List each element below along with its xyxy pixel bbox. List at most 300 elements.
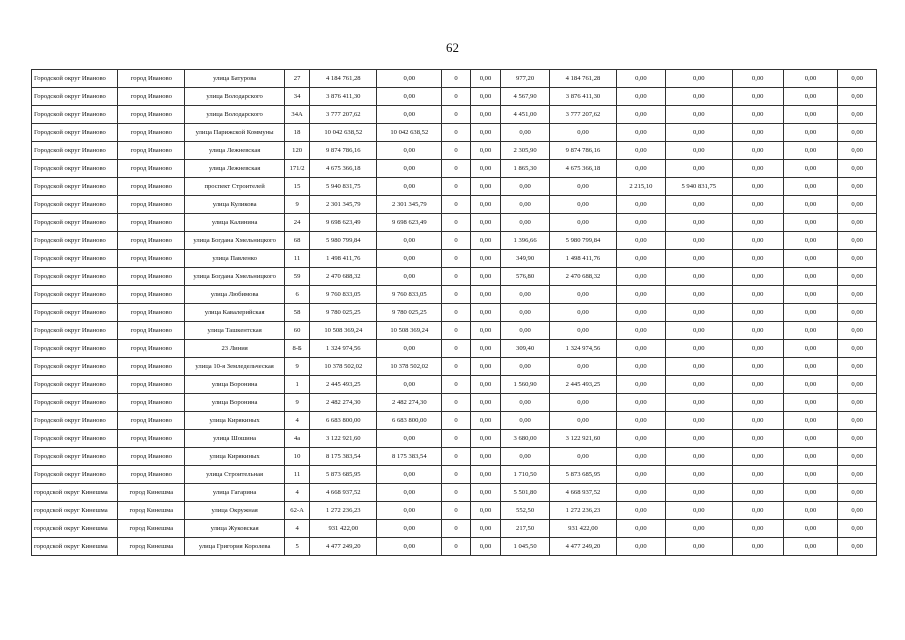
cell-cost-col-9: 0,00: [732, 286, 783, 304]
cell-cost-col-10: 0,00: [783, 232, 838, 250]
cell-house-number: 4: [284, 412, 309, 430]
cell-cost-col-6: 0,00: [549, 214, 616, 232]
cell-cost-col-9: 0,00: [732, 268, 783, 286]
cell-cost-col-10: 0,00: [783, 358, 838, 376]
cell-cost-col-10: 0,00: [783, 88, 838, 106]
cell-area-col: 5 501,80: [501, 484, 550, 502]
cell-cost-col-4: 0,00: [470, 466, 500, 484]
cell-street: улица Кавалерийская: [185, 304, 285, 322]
cell-settlement: город Иваново: [118, 160, 185, 178]
cell-cost-col-8: 0,00: [665, 88, 732, 106]
cell-street: улица Парижской Коммуны: [185, 124, 285, 142]
cell-settlement: город Иваново: [118, 70, 185, 88]
cell-municipality: Городской округ Иваново: [32, 232, 118, 250]
cell-cost-col-8: 0,00: [665, 502, 732, 520]
cell-cost-col-6: 4 675 366,18: [549, 160, 616, 178]
cell-cost-col-4: 0,00: [470, 286, 500, 304]
cell-count-col: 0: [442, 214, 470, 232]
cell-count-col: 0: [442, 538, 470, 556]
cell-cost-col-2: 0,00: [377, 70, 442, 88]
cell-cost-col-9: 0,00: [732, 340, 783, 358]
cell-area-col-2: 0,00: [617, 142, 666, 160]
cell-cost-col-8: 0,00: [665, 142, 732, 160]
cell-cost-col-9: 0,00: [732, 358, 783, 376]
cell-house-number: 6: [284, 286, 309, 304]
cell-count-col: 0: [442, 286, 470, 304]
cell-cost-col-4: 0,00: [470, 160, 500, 178]
cell-house-number: 9: [284, 196, 309, 214]
cell-cost-col-2: 0,00: [377, 268, 442, 286]
cell-area-col-2: 0,00: [617, 358, 666, 376]
cell-count-col: 0: [442, 448, 470, 466]
cell-total-cost: 6 683 800,00: [310, 412, 377, 430]
cell-street: улица Строительная: [185, 466, 285, 484]
cell-municipality: Городской округ Иваново: [32, 268, 118, 286]
cell-cost-col-9: 0,00: [732, 214, 783, 232]
cell-area-col-2: 0,00: [617, 304, 666, 322]
cell-area-col: 0,00: [501, 286, 550, 304]
cell-settlement: город Иваново: [118, 196, 185, 214]
cell-cost-col-8: 0,00: [665, 322, 732, 340]
cell-settlement: город Иваново: [118, 340, 185, 358]
cell-cost-col-6: 4 477 249,20: [549, 538, 616, 556]
cell-cost-col-4: 0,00: [470, 538, 500, 556]
cell-cost-col-2: 8 175 383,54: [377, 448, 442, 466]
cell-total-cost: 3 777 207,62: [310, 106, 377, 124]
cell-total-cost: 5 940 831,75: [310, 178, 377, 196]
cell-area-col: 576,80: [501, 268, 550, 286]
cell-street: проспект Строителей: [185, 178, 285, 196]
cell-cost-col-11: 0,00: [838, 484, 877, 502]
cell-cost-col-6: 0,00: [549, 286, 616, 304]
cell-house-number: 15: [284, 178, 309, 196]
cell-cost-col-2: 0,00: [377, 232, 442, 250]
cell-area-col: 0,00: [501, 358, 550, 376]
cell-municipality: Городской округ Иваново: [32, 250, 118, 268]
cell-street: улица Григория Королева: [185, 538, 285, 556]
cell-cost-col-11: 0,00: [838, 268, 877, 286]
cell-cost-col-11: 0,00: [838, 376, 877, 394]
cell-cost-col-9: 0,00: [732, 232, 783, 250]
table-row: [32, 358, 877, 376]
cell-cost-col-2: 6 683 800,00: [377, 412, 442, 430]
cell-cost-col-4: 0,00: [470, 250, 500, 268]
cell-cost-col-9: 0,00: [732, 124, 783, 142]
cell-cost-col-11: 0,00: [838, 340, 877, 358]
cell-settlement: город Иваново: [118, 178, 185, 196]
cell-area-col-2: 0,00: [617, 412, 666, 430]
table-row: [32, 520, 877, 538]
cell-cost-col-4: 0,00: [470, 520, 500, 538]
cell-area-col-2: 0,00: [617, 250, 666, 268]
cell-total-cost: 8 175 383,54: [310, 448, 377, 466]
table-row: [32, 232, 877, 250]
cell-cost-col-10: 0,00: [783, 286, 838, 304]
cell-cost-col-2: 0,00: [377, 160, 442, 178]
cell-cost-col-10: 0,00: [783, 466, 838, 484]
cell-cost-col-10: 0,00: [783, 376, 838, 394]
data-table: [31, 69, 877, 556]
cell-cost-col-2: 0,00: [377, 502, 442, 520]
cell-total-cost: 5 980 799,84: [310, 232, 377, 250]
cell-municipality: Городской округ Иваново: [32, 448, 118, 466]
cell-house-number: 27: [284, 70, 309, 88]
cell-cost-col-10: 0,00: [783, 394, 838, 412]
cell-cost-col-6: 0,00: [549, 196, 616, 214]
table-row: [32, 484, 877, 502]
cell-cost-col-8: 0,00: [665, 448, 732, 466]
cell-cost-col-9: 0,00: [732, 520, 783, 538]
cell-cost-col-2: 0,00: [377, 538, 442, 556]
cell-count-col: 0: [442, 412, 470, 430]
cell-municipality: Городской округ Иваново: [32, 70, 118, 88]
cell-settlement: город Иваново: [118, 448, 185, 466]
cell-street: улица Батурова: [185, 70, 285, 88]
cell-total-cost: 10 378 502,02: [310, 358, 377, 376]
cell-cost-col-8: 0,00: [665, 430, 732, 448]
cell-cost-col-9: 0,00: [732, 394, 783, 412]
cell-street: 23 Линия: [185, 340, 285, 358]
cell-total-cost: 1 272 236,23: [310, 502, 377, 520]
cell-cost-col-10: 0,00: [783, 340, 838, 358]
cell-cost-col-8: 0,00: [665, 106, 732, 124]
cell-municipality: Городской округ Иваново: [32, 340, 118, 358]
cell-area-col: 0,00: [501, 178, 550, 196]
cell-cost-col-2: 0,00: [377, 250, 442, 268]
cell-cost-col-6: 0,00: [549, 394, 616, 412]
cell-area-col: 0,00: [501, 214, 550, 232]
cell-municipality: Городской округ Иваново: [32, 322, 118, 340]
cell-count-col: 0: [442, 322, 470, 340]
cell-cost-col-11: 0,00: [838, 412, 877, 430]
cell-cost-col-4: 0,00: [470, 268, 500, 286]
cell-area-col: 552,50: [501, 502, 550, 520]
cell-count-col: 0: [442, 70, 470, 88]
cell-cost-col-10: 0,00: [783, 142, 838, 160]
cell-cost-col-6: 5 980 799,84: [549, 232, 616, 250]
cell-cost-col-6: 4 184 761,28: [549, 70, 616, 88]
cell-cost-col-8: 0,00: [665, 466, 732, 484]
cell-area-col-2: 0,00: [617, 232, 666, 250]
cell-area-col: 217,50: [501, 520, 550, 538]
cell-cost-col-6: 0,00: [549, 358, 616, 376]
cell-total-cost: 10 042 638,52: [310, 124, 377, 142]
cell-cost-col-6: 1 498 411,76: [549, 250, 616, 268]
cell-area-col-2: 0,00: [617, 70, 666, 88]
cell-cost-col-9: 0,00: [732, 142, 783, 160]
cell-house-number: 58: [284, 304, 309, 322]
cell-street: улица Кирякиных: [185, 412, 285, 430]
table-row: [32, 250, 877, 268]
cell-cost-col-10: 0,00: [783, 412, 838, 430]
cell-area-col: 309,40: [501, 340, 550, 358]
table-row: [32, 196, 877, 214]
cell-municipality: Городской округ Иваново: [32, 358, 118, 376]
cell-total-cost: 4 477 249,20: [310, 538, 377, 556]
cell-municipality: Городской округ Иваново: [32, 412, 118, 430]
cell-cost-col-4: 0,00: [470, 430, 500, 448]
cell-area-col: 4 567,90: [501, 88, 550, 106]
cell-settlement: город Иваново: [118, 286, 185, 304]
cell-cost-col-2: 9 760 833,05: [377, 286, 442, 304]
cell-cost-col-10: 0,00: [783, 178, 838, 196]
cell-cost-col-6: 3 122 921,60: [549, 430, 616, 448]
cell-cost-col-10: 0,00: [783, 538, 838, 556]
cell-total-cost: 4 668 937,52: [310, 484, 377, 502]
cell-street: улица Кирякиных: [185, 448, 285, 466]
cell-total-cost: 10 508 369,24: [310, 322, 377, 340]
cell-total-cost: 9 874 786,16: [310, 142, 377, 160]
table-body: [32, 70, 877, 556]
cell-cost-col-11: 0,00: [838, 124, 877, 142]
cell-cost-col-8: 0,00: [665, 538, 732, 556]
cell-total-cost: 3 876 411,30: [310, 88, 377, 106]
cell-settlement: город Иваново: [118, 250, 185, 268]
cell-total-cost: 2 482 274,30: [310, 394, 377, 412]
cell-cost-col-9: 0,00: [732, 502, 783, 520]
cell-area-col: 1 045,50: [501, 538, 550, 556]
cell-municipality: Городской округ Иваново: [32, 394, 118, 412]
cell-municipality: Городской округ Иваново: [32, 160, 118, 178]
cell-cost-col-2: 9 780 025,25: [377, 304, 442, 322]
cell-total-cost: 1 324 974,56: [310, 340, 377, 358]
table-row: [32, 106, 877, 124]
table-row: [32, 466, 877, 484]
cell-house-number: 8-Б: [284, 340, 309, 358]
cell-cost-col-2: 2 482 274,30: [377, 394, 442, 412]
cell-settlement: город Иваново: [118, 322, 185, 340]
cell-area-col-2: 0,00: [617, 502, 666, 520]
cell-street: улица Гагарина: [185, 484, 285, 502]
table-row: [32, 322, 877, 340]
cell-cost-col-10: 0,00: [783, 304, 838, 322]
cell-cost-col-4: 0,00: [470, 142, 500, 160]
cell-cost-col-9: 0,00: [732, 160, 783, 178]
cell-cost-col-11: 0,00: [838, 286, 877, 304]
cell-municipality: Городской округ Иваново: [32, 286, 118, 304]
cell-cost-col-11: 0,00: [838, 502, 877, 520]
cell-cost-col-8: 0,00: [665, 196, 732, 214]
cell-cost-col-8: 0,00: [665, 340, 732, 358]
cell-house-number: 4: [284, 484, 309, 502]
cell-cost-col-10: 0,00: [783, 322, 838, 340]
cell-area-col: 2 305,90: [501, 142, 550, 160]
cell-cost-col-10: 0,00: [783, 484, 838, 502]
cell-area-col: 1 710,50: [501, 466, 550, 484]
cell-cost-col-10: 0,00: [783, 430, 838, 448]
cell-cost-col-8: 0,00: [665, 268, 732, 286]
table-row: [32, 430, 877, 448]
cell-total-cost: 2 470 688,32: [310, 268, 377, 286]
cell-cost-col-11: 0,00: [838, 232, 877, 250]
cell-house-number: 60: [284, 322, 309, 340]
cell-cost-col-4: 0,00: [470, 106, 500, 124]
cell-cost-col-2: 2 301 345,79: [377, 196, 442, 214]
cell-settlement: город Иваново: [118, 394, 185, 412]
cell-cost-col-11: 0,00: [838, 466, 877, 484]
cell-municipality: городской округ Кинешма: [32, 502, 118, 520]
cell-cost-col-11: 0,00: [838, 106, 877, 124]
cell-settlement: город Иваново: [118, 142, 185, 160]
cell-cost-col-10: 0,00: [783, 250, 838, 268]
cell-cost-col-9: 0,00: [732, 466, 783, 484]
cell-street: улица Любимова: [185, 286, 285, 304]
cell-settlement: город Иваново: [118, 214, 185, 232]
cell-street: улица 10-я Земледельческая: [185, 358, 285, 376]
cell-cost-col-8: 5 940 831,75: [665, 178, 732, 196]
table-row: [32, 538, 877, 556]
cell-cost-col-11: 0,00: [838, 70, 877, 88]
cell-cost-col-8: 0,00: [665, 160, 732, 178]
cell-count-col: 0: [442, 250, 470, 268]
cell-cost-col-2: 0,00: [377, 142, 442, 160]
cell-count-col: 0: [442, 142, 470, 160]
cell-area-col: 0,00: [501, 412, 550, 430]
cell-cost-col-9: 0,00: [732, 106, 783, 124]
cell-settlement: город Иваново: [118, 358, 185, 376]
cell-cost-col-4: 0,00: [470, 358, 500, 376]
cell-settlement: город Кинешма: [118, 502, 185, 520]
cell-area-col: 0,00: [501, 322, 550, 340]
cell-cost-col-10: 0,00: [783, 214, 838, 232]
cell-cost-col-8: 0,00: [665, 484, 732, 502]
table-row: [32, 304, 877, 322]
cell-street: улица Володарского: [185, 106, 285, 124]
cell-area-col: 1 865,30: [501, 160, 550, 178]
cell-cost-col-11: 0,00: [838, 520, 877, 538]
cell-cost-col-10: 0,00: [783, 268, 838, 286]
cell-cost-col-6: 0,00: [549, 412, 616, 430]
cell-count-col: 0: [442, 484, 470, 502]
cell-street: улица Богдана Хмельницкого: [185, 268, 285, 286]
cell-total-cost: 931 422,00: [310, 520, 377, 538]
cell-municipality: Городской округ Иваново: [32, 196, 118, 214]
cell-total-cost: 4 675 366,18: [310, 160, 377, 178]
cell-cost-col-4: 0,00: [470, 376, 500, 394]
cell-cost-col-4: 0,00: [470, 214, 500, 232]
cell-cost-col-2: 0,00: [377, 88, 442, 106]
cell-total-cost: 2 301 345,79: [310, 196, 377, 214]
cell-municipality: городской округ Кинешма: [32, 538, 118, 556]
cell-cost-col-10: 0,00: [783, 70, 838, 88]
table-row: [32, 394, 877, 412]
table-row: [32, 70, 877, 88]
cell-cost-col-11: 0,00: [838, 304, 877, 322]
cell-cost-col-11: 0,00: [838, 394, 877, 412]
cell-municipality: Городской округ Иваново: [32, 430, 118, 448]
cell-cost-col-2: 0,00: [377, 178, 442, 196]
cell-cost-col-6: 9 874 786,16: [549, 142, 616, 160]
cell-area-col-2: 0,00: [617, 394, 666, 412]
cell-house-number: 1: [284, 376, 309, 394]
cell-cost-col-6: 0,00: [549, 448, 616, 466]
cell-house-number: 18: [284, 124, 309, 142]
cell-total-cost: 9 780 025,25: [310, 304, 377, 322]
cell-cost-col-9: 0,00: [732, 250, 783, 268]
cell-cost-col-8: 0,00: [665, 214, 732, 232]
cell-cost-col-6: 0,00: [549, 178, 616, 196]
cell-cost-col-2: 0,00: [377, 466, 442, 484]
cell-cost-col-2: 0,00: [377, 484, 442, 502]
cell-house-number: 4: [284, 520, 309, 538]
cell-total-cost: 9 760 833,05: [310, 286, 377, 304]
cell-cost-col-8: 0,00: [665, 232, 732, 250]
cell-cost-col-2: 9 698 623,49: [377, 214, 442, 232]
cell-cost-col-4: 0,00: [470, 502, 500, 520]
cell-cost-col-4: 0,00: [470, 412, 500, 430]
cell-cost-col-4: 0,00: [470, 484, 500, 502]
cell-house-number: 68: [284, 232, 309, 250]
cell-cost-col-9: 0,00: [732, 178, 783, 196]
cell-area-col-2: 0,00: [617, 196, 666, 214]
cell-cost-col-11: 0,00: [838, 448, 877, 466]
cell-cost-col-8: 0,00: [665, 250, 732, 268]
cell-house-number: 9: [284, 394, 309, 412]
cell-count-col: 0: [442, 196, 470, 214]
cell-settlement: город Иваново: [118, 466, 185, 484]
cell-settlement: город Иваново: [118, 430, 185, 448]
cell-house-number: 9: [284, 358, 309, 376]
cell-area-col: 349,90: [501, 250, 550, 268]
cell-cost-col-9: 0,00: [732, 538, 783, 556]
cell-settlement: город Иваново: [118, 106, 185, 124]
cell-house-number: 62-А: [284, 502, 309, 520]
cell-cost-col-4: 0,00: [470, 196, 500, 214]
cell-cost-col-4: 0,00: [470, 448, 500, 466]
table-row: [32, 286, 877, 304]
cell-area-col-2: 0,00: [617, 538, 666, 556]
cell-cost-col-10: 0,00: [783, 520, 838, 538]
cell-cost-col-9: 0,00: [732, 196, 783, 214]
cell-count-col: 0: [442, 178, 470, 196]
cell-area-col-2: 0,00: [617, 88, 666, 106]
cell-cost-col-11: 0,00: [838, 430, 877, 448]
cell-cost-col-8: 0,00: [665, 520, 732, 538]
cell-cost-col-2: 0,00: [377, 520, 442, 538]
cell-cost-col-4: 0,00: [470, 88, 500, 106]
cell-count-col: 0: [442, 304, 470, 322]
cell-count-col: 0: [442, 358, 470, 376]
cell-cost-col-9: 0,00: [732, 88, 783, 106]
cell-cost-col-9: 0,00: [732, 70, 783, 88]
cell-count-col: 0: [442, 340, 470, 358]
cell-street: улица Володарского: [185, 88, 285, 106]
cell-area-col-2: 2 215,10: [617, 178, 666, 196]
cell-cost-col-6: 0,00: [549, 304, 616, 322]
cell-cost-col-2: 10 378 502,02: [377, 358, 442, 376]
cell-total-cost: 4 184 761,28: [310, 70, 377, 88]
cell-cost-col-2: 10 508 369,24: [377, 322, 442, 340]
cell-cost-col-6: 931 422,00: [549, 520, 616, 538]
cell-municipality: Городской округ Иваново: [32, 376, 118, 394]
cell-cost-col-9: 0,00: [732, 412, 783, 430]
cell-area-col-2: 0,00: [617, 124, 666, 142]
cell-cost-col-11: 0,00: [838, 250, 877, 268]
table-row: [32, 376, 877, 394]
cell-cost-col-4: 0,00: [470, 322, 500, 340]
cell-settlement: город Иваново: [118, 124, 185, 142]
table-row: [32, 268, 877, 286]
cell-settlement: город Иваново: [118, 304, 185, 322]
cell-count-col: 0: [442, 466, 470, 484]
cell-count-col: 0: [442, 520, 470, 538]
cell-street: улица Жуковская: [185, 520, 285, 538]
cell-count-col: 0: [442, 88, 470, 106]
cell-cost-col-6: 1 272 236,23: [549, 502, 616, 520]
cell-total-cost: 1 498 411,76: [310, 250, 377, 268]
cell-street: улица Лежневская: [185, 142, 285, 160]
cell-municipality: Городской округ Иваново: [32, 124, 118, 142]
